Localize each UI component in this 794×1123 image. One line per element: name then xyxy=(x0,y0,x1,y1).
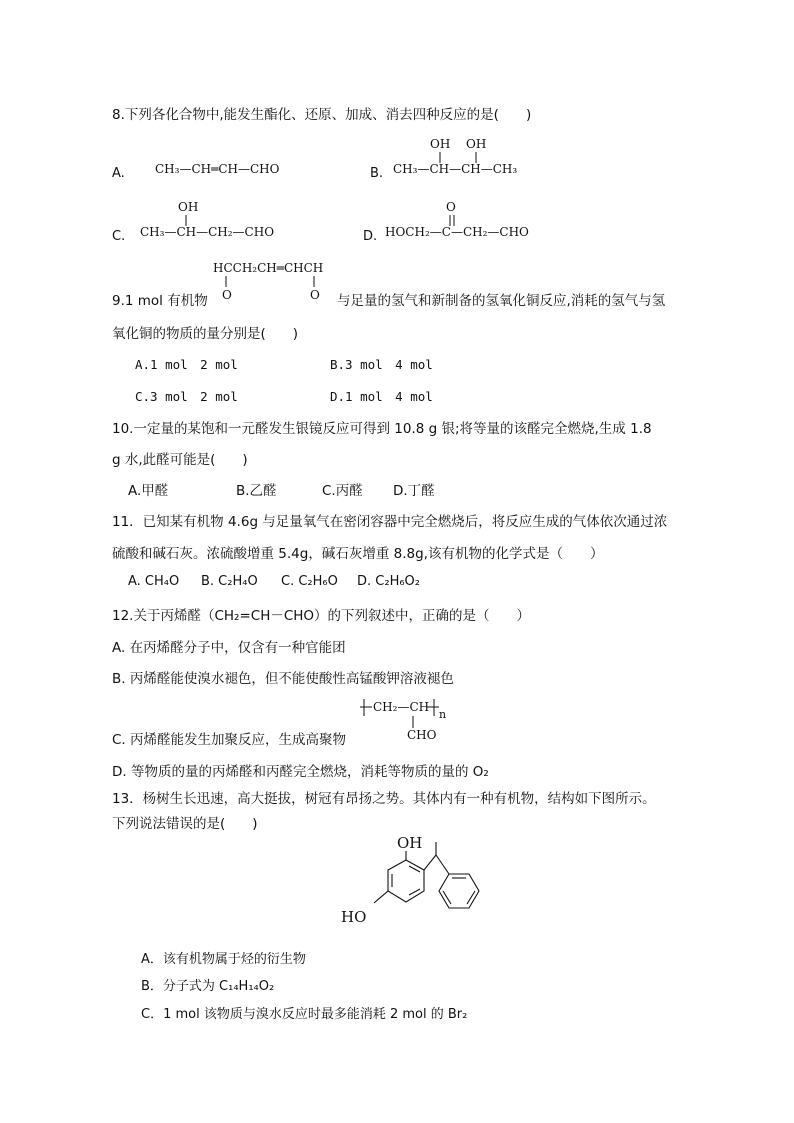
q11-option-d: D. C₂H₆O₂ xyxy=(357,574,420,589)
q8-option-b-oh1: OH xyxy=(430,137,451,151)
q11-option-c: C. C₂H₆O xyxy=(281,574,338,589)
q8-option-c-formula: CH₃—CH—CH₂—CHO xyxy=(140,225,275,239)
q10-option-a: A.甲醛 xyxy=(128,483,169,499)
q9-option-a: A.1 mol 2 mol xyxy=(135,357,238,372)
q11-line1: 11．已知某有机物 4.6g 与足量氧气在密闭容器中完全燃烧后，将反应生成的气体依次通过浓 xyxy=(112,514,668,530)
q13-oh-top: OH xyxy=(397,834,423,852)
q10-option-d: D.丁醛 xyxy=(393,483,435,499)
q8-option-d-label: D. xyxy=(363,229,378,244)
q10-line1: 10.一定量的某饱和一元醛发生银镜反应可得到 10.8 g 银;将等量的该醛完全燃烧,生成 1.8 xyxy=(112,421,652,437)
q13-option-b: B．分子式为 C₁₄H₁₄O₂ xyxy=(141,979,275,994)
q12-polymer-chain: CH₂—CH xyxy=(373,700,430,714)
q8-option-a-label: A. xyxy=(112,166,125,181)
q8-option-d-formula: HOCH₂—C—CH₂—CHO xyxy=(385,225,529,239)
q13-option-c: C．1 mol 该物质与溴水反应时最多能消耗 2 mol 的 Br₂ xyxy=(141,1007,468,1022)
q13-line1: 13．杨树生长迅速，高大挺拔，树冠有昂扬之势。其体内有一种有机物，结构如下图所示。 xyxy=(112,791,656,807)
q12-option-a: A. 在丙烯醛分子中，仅含有一种官能团 xyxy=(112,640,346,656)
q13-option-a: A．该有机物属于烃的衍生物 xyxy=(141,952,306,967)
q12-polymer-cho: CHO xyxy=(407,728,437,742)
q9-stem-line2: 氧化铜的物质的量分别是( ) xyxy=(112,326,299,342)
q9-structure-o1: O xyxy=(222,288,232,302)
q9-structure-top: HCCH₂CH═CHCH xyxy=(213,261,324,275)
q9-stem-start: 9.1 mol 有机物 xyxy=(112,293,208,309)
q11-option-b: B. C₂H₄O xyxy=(201,574,258,589)
q13-ho-bottom: HO xyxy=(341,908,367,926)
q9-stem-end: 与足量的氢气和新制备的氢氧化铜反应,消耗的氢气与氢 xyxy=(337,293,666,309)
q12-stem: 12.关于丙烯醛（CH₂=CH－CHO）的下列叙述中，正确的是（ ） xyxy=(112,608,531,624)
q8-option-b-label: B. xyxy=(370,166,384,181)
q9-option-b: B.3 mol 4 mol xyxy=(330,357,433,372)
q8-option-b-oh2: OH xyxy=(466,137,487,151)
q9-structure-o2: O xyxy=(310,288,320,302)
q12-polymer-n: n xyxy=(439,708,447,721)
q8-stem: 8.下列各化合物中,能发生酯化、还原、加成、消去四种反应的是( ) xyxy=(112,107,532,123)
q12-option-c: C. 丙烯醛能发生加聚反应，生成高聚物 xyxy=(112,732,347,748)
q8-option-c-label: C. xyxy=(112,229,126,244)
q11-line2: 硫酸和碱石灰。浓硫酸增重 5.4g，碱石灰增重 8.8g,该有机物的化学式是（ ） xyxy=(112,546,604,562)
q10-line2: g 水,此醛可能是( ) xyxy=(112,452,248,468)
q10-option-c: C.丙醛 xyxy=(322,483,363,499)
q11-option-a: A. CH₄O xyxy=(128,574,180,589)
q12-option-b: B. 丙烯醛能使溴水褪色，但不能使酸性高锰酸钾溶液褪色 xyxy=(112,671,454,687)
q9-option-c: C.3 mol 2 mol xyxy=(135,389,238,404)
q9-option-d: D.1 mol 4 mol xyxy=(330,389,433,404)
q12-option-d: D. 等物质的量的丙烯醛和丙醛完全燃烧，消耗等物质的量的 O₂ xyxy=(112,764,489,780)
q8-option-b-formula: CH₃—CH—CH—CH₃ xyxy=(393,162,518,176)
q8-option-a-formula: CH₃—CH═CH—CHO xyxy=(155,162,280,176)
q13-line2: 下列说法错误的是( ) xyxy=(112,816,258,832)
q10-option-b: B.乙醛 xyxy=(236,483,277,499)
q8-option-d-o: O xyxy=(446,200,456,214)
q8-option-c-oh: OH xyxy=(178,200,199,214)
